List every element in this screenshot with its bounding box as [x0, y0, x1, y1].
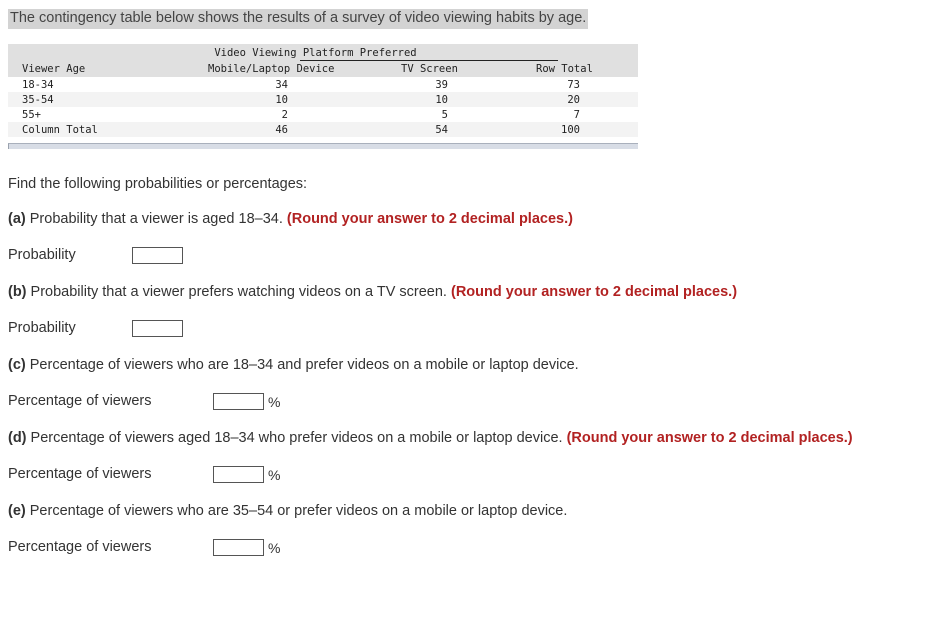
- group-header: Video Viewing Platform Preferred: [214, 47, 417, 59]
- question-d: (d) Percentage of viewers aged 18–34 who prefer videos on a mobile or laptop device. (Round your answer to 2 decimal places.): [8, 430, 853, 446]
- answer-input-c[interactable]: [213, 393, 264, 410]
- table-cell: Column Total: [22, 124, 98, 136]
- answer-label-d: Percentage of viewers: [8, 466, 152, 482]
- table-bottom-border: [8, 143, 638, 149]
- answer-label-c: Percentage of viewers: [8, 393, 152, 409]
- question-a: (a) Probability that a viewer is aged 18–34. (Round your answer to 2 decimal places.): [8, 211, 573, 227]
- contingency-table: [8, 44, 638, 150]
- question-e: (e) Percentage of viewers who are 35–54 or prefer videos on a mobile or laptop device.: [8, 503, 568, 519]
- answer-label-e: Percentage of viewers: [8, 539, 152, 555]
- table-cell: 46: [275, 124, 288, 136]
- answer-label-b: Probability: [8, 320, 76, 336]
- group-header-underline: [300, 60, 558, 61]
- percent-sign: %: [268, 540, 281, 556]
- table-cell: 10: [435, 94, 448, 106]
- table-cell: 18-34: [22, 79, 54, 91]
- percent-sign: %: [268, 467, 281, 483]
- table-cell: 39: [435, 79, 448, 91]
- answer-input-a[interactable]: [132, 247, 183, 264]
- table-cell: 20: [567, 94, 580, 106]
- answer-input-b[interactable]: [132, 320, 183, 337]
- answer-input-d[interactable]: [213, 466, 264, 483]
- table-cell: 10: [275, 94, 288, 106]
- answer-input-e[interactable]: [213, 539, 264, 556]
- question-b: (b) Probability that a viewer prefers watching videos on a TV screen. (Round your answer to 2 decimal places.): [8, 284, 738, 300]
- column-header: Row Total: [536, 63, 593, 75]
- table-cell: 34: [275, 79, 288, 91]
- table-cell: 55+: [22, 109, 41, 121]
- table-cell: 35-54: [22, 94, 54, 106]
- table-cell: 7: [573, 109, 580, 121]
- table-cell: 73: [567, 79, 580, 91]
- answer-label-a: Probability: [8, 247, 76, 263]
- table-cell: 5: [441, 109, 448, 121]
- column-header: Mobile/Laptop Device: [208, 63, 335, 75]
- question-c: (c) Percentage of viewers who are 18–34 and prefer videos on a mobile or laptop device.: [8, 357, 579, 373]
- column-header: Viewer Age: [22, 63, 86, 75]
- table-cell: 54: [435, 124, 448, 136]
- instructions-text: Find the following probabilities or percentages:: [8, 176, 308, 192]
- table-cell: 100: [561, 124, 580, 136]
- column-header: TV Screen: [401, 63, 458, 75]
- table-cell: 2: [281, 109, 288, 121]
- percent-sign: %: [268, 394, 281, 410]
- intro-text: The contingency table below shows the results of a survey of video viewing habits by age.: [8, 9, 588, 29]
